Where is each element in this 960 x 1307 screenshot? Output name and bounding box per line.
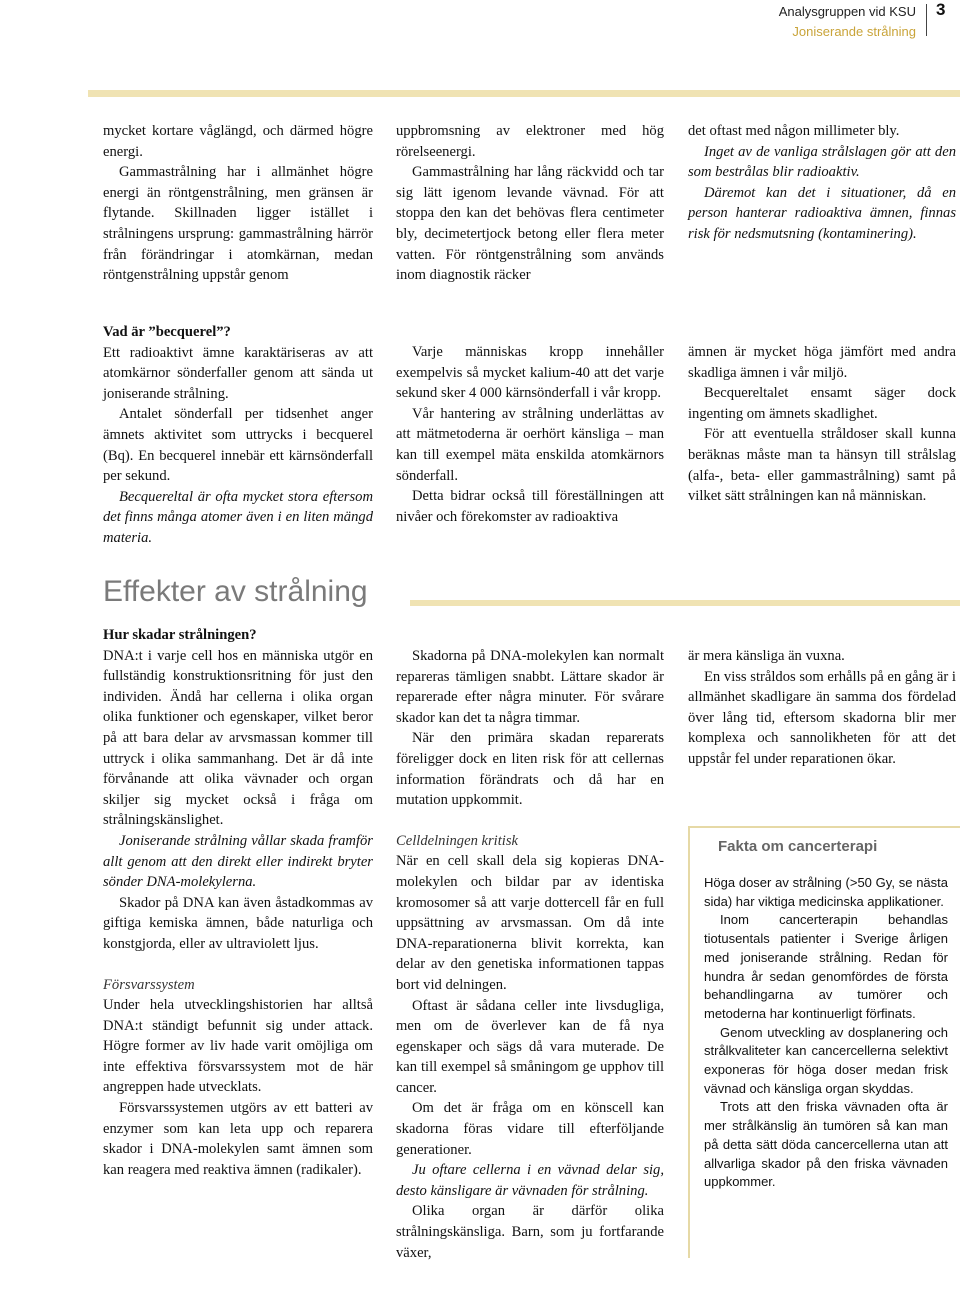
effects-column-2: [396, 646, 664, 1263]
paragraph: Olika organ är därför olika strålningskänsliga. Barn, som ju fortfarande växer,: [396, 1203, 664, 1261]
fact-box-body: [704, 874, 948, 1192]
top-column-2: [396, 121, 664, 286]
paragraph: Genom utveckling av dosplanering och strålkvaliteter kan cancercellerna selektivt exponeras för höga doser medan frisk vävnad och känsliga organ skyddas.: [704, 1024, 948, 1096]
paragraph: Gammastrålning har lång räckvidd och tar sig lätt igenom levande vävnad. För att stoppa den kan det behövas flera centimeter bly, decimetertjock betong eller flera meter vatten. För röntgenstrålning som används inom diagnostik räcker: [396, 164, 664, 284]
section-title: Effekter av strålning: [103, 575, 368, 608]
paragraph: Trots att den friska vävnaden ofta är mer strålkänslig än tumören så kan man på detta sätt döda cancercellerna utan att allvarliga skador på den friska vävnaden uppkommer.: [704, 1099, 948, 1190]
paragraph: En viss stråldos som erhålls på en gång är i allmänhet skadligare än samma dos fördelad över lång tid, eftersom skadorna blir mer komplexa och sannolikheten för att det uppstår fel under reparationen ökar.: [688, 668, 956, 767]
paragraph: Höga doser av strålning (>50 Gy, se nästa sida) har viktiga medicinska applikationer.: [704, 875, 948, 909]
section-title-rule: [410, 600, 960, 606]
paragraph: mycket kortare våglängd, och därmed högre energi.: [103, 123, 373, 160]
paragraph: det oftast med någon millimeter bly.: [688, 123, 900, 139]
paragraph: DNA:t i varje cell hos en människa utgör en fullständig konstruktionsritning för just den individen. Ändå har cellerna i olika organ olika funktioner och egenskaper, vilket beror på att bara delar av arvsmassan kommer till uttryck i olika sammanhang. Det är då inte förvånande att olika vävnader och organ skiljer sig mycket också i fråga om strålningskänslighet.: [103, 647, 373, 829]
paragraph: Däremot kan det i situationer, då en person hanterar radioaktiva ämnen, finnas risk för nedsmutsning (kontaminering).: [688, 184, 956, 242]
paragraph: Varje människas kropp innehåller exempelvis så mycket kalium-40 att det varje sekund sker 4 000 kärnsönderfall i vår kropp.: [396, 344, 664, 402]
subsection-heading: Försvarssystem: [103, 976, 195, 993]
header-organization: Analysgruppen vid KSU: [778, 4, 916, 19]
paragraph: För att eventuella stråldoser skall kunna beräknas måste man ta hänsyn till strålslag (alfa-, beta- eller gammastrålning) samt på vilket sätt strålningen kan nå människan.: [688, 426, 956, 505]
paragraph: Gammastrålning har i allmänhet högre energi än röntgenstrålning, men gränsen är flytande. Skillnaden ligger istället i strålningens ursprung: gammastrålning härrör från förändringar i atomkärnan, medan röntgenstrålning uppstår genom: [103, 164, 373, 284]
fact-box: [688, 826, 960, 1258]
top-column-1: [103, 121, 373, 286]
becquerel-column-2: [396, 342, 664, 527]
paragraph: Inget av de vanliga strålslagen gör att den som bestrålas blir radioaktiv.: [688, 143, 956, 181]
paragraph: Försvarssystemen utgörs av ett batteri av enzymer som kan leta upp och reparera skador i DNA-molekylen samt ämnen som kan reagera med reaktiva ämnen (radikaler).: [103, 1100, 373, 1178]
paragraph: är mera känsliga än vuxna.: [688, 648, 845, 664]
paragraph: Vår hantering av strålning underlättas av att mätmetoderna är oerhört känsliga – man kan till exempel mäta enskilda atomkärnors sönderfall.: [396, 405, 664, 484]
paragraph: När den primära skadan reparerats föreligger dock en liten risk för att cellernas information förändrats och då har en mutation uppkommit.: [396, 730, 664, 809]
header-divider: [926, 4, 927, 36]
paragraph: Skadorna på DNA-molekylen kan normalt repareras tämligen snabbt. Lättare skador är reparerade efter några minuter. För svårare skador kan det ta några timmar.: [396, 648, 664, 726]
paragraph: Joniserande strålning vållar skada framför allt genom att den direkt eller indirekt bryter sönder DNA-molekylerna.: [103, 832, 373, 891]
paragraph: Skador på DNA kan även åstadkommas av giftiga kemiska ämnen, både naturliga och konstgjorda, eller av ultraviolett ljus.: [103, 894, 373, 952]
subsection-heading: Celldelningen kritisk: [396, 832, 518, 849]
paragraph: uppbromsning av elektroner med hög rörelseenergi.: [396, 123, 664, 160]
paragraph: Antalet sönderfall per tidsenhet anger ämnets aktivitet som uttrycks i becquerel (Bq). En becquerel innebär ett kärnsönderfall per sekund.: [103, 406, 373, 485]
paragraph: Inom cancerterapin behandlas tiotusentals patienter i Sverige årligen med joniserande strålning. Redan för hundra år sedan genomfördes de första behandlingarna av tumörer och metoderna har kontinuerligt förfinats.: [704, 912, 948, 1021]
page-number: 3: [936, 0, 946, 19]
fact-box-title: Fakta om cancerterapi: [718, 838, 878, 855]
effects-column-1: [103, 625, 373, 1180]
paragraph: Under hela utvecklingshistorien har alltså DNA:t ständigt befunnit sig under attack. Högre former av liv hade varit omöjliga om inte effektiva försvarssystem mot de här angreppen hade utvecklats.: [103, 997, 373, 1096]
effects-column-3: [688, 646, 956, 770]
section-heading: Hur skadar strålningen?: [103, 627, 257, 643]
paragraph: Ett radioaktivt ämne karaktäriseras av att atomkärnor sönderfaller genom att sända ut joniserande strålning.: [103, 344, 373, 402]
header-band: [88, 90, 960, 97]
becquerel-column-3: [688, 342, 956, 507]
paragraph: När en cell skall dela sig kopieras DNA-molekylen och bildar par av identiska kromosomer så att varje dottercell får en full uppsättning av arvsmassan. Om då inte DNA-reparationerna blivit korrekta, kan delar av den genetiska informationen tappas bort vid delningen.: [396, 853, 664, 993]
paragraph: Becquereltalet ensamt säger dock ingenting om ämnets skadlighet.: [688, 385, 956, 422]
section-heading: Vad är ”becquerel”?: [103, 324, 231, 340]
paragraph: Detta bidrar också till föreställningen att nivåer och förekomster av radioaktiva: [396, 488, 664, 525]
paragraph: Ju oftare cellerna i en vävnad delar sig, desto känsligare är vävnaden för strålning.: [396, 1162, 664, 1199]
paragraph: Becquereltal är ofta mycket stora eftersom det finns många atomer även i en liten mängd materia.: [103, 488, 373, 546]
paragraph: Oftast är sådana celler inte livsdugliga, men om de överlever kan de få nya egenskaper och sägs då vara muterade. De kan till exempel så småningom ge upphov till cancer.: [396, 997, 664, 1096]
running-header: [779, 2, 916, 42]
top-column-3: [688, 121, 956, 245]
paragraph: Om det är fråga om en könscell kan skadorna föras vidare till efterföljande generationer.: [396, 1100, 664, 1158]
becquerel-column-1: [103, 322, 373, 549]
header-subtitle: Joniserande strålning: [792, 24, 916, 39]
paragraph: ämnen är mycket höga jämfört med andra skadliga ämnen i vår miljö.: [688, 344, 956, 381]
